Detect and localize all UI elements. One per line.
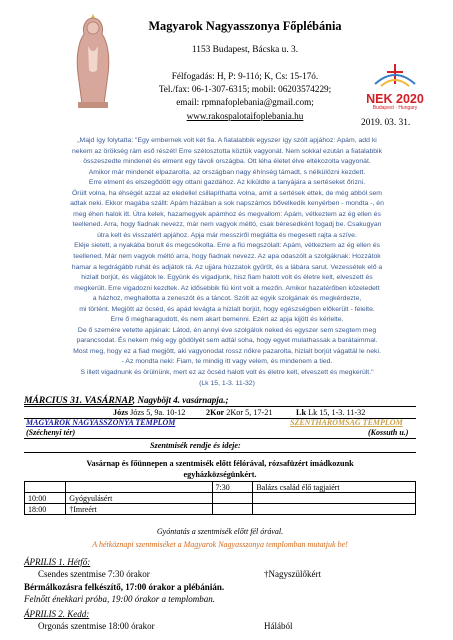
quote-line: megkerült. Erre vigadozni kezdtek. Az idősebbik fiú kint volt a mezőn. Amikor hazatérőben közeledett [74,284,380,292]
weekday-line [24,593,424,605]
quote-line: Örült volna, ha éhségét azzal az eledellel csillapíthatta volna, amit a sertések ettek, de még abból sem [71,189,383,197]
quote-line: hamar a legdrágább ruhát és adjátok rá. Az ujjára húzzatok gyűrűt, és a lábára sarut. Vezessétek elő a [71,263,383,271]
mass-row [25,493,416,504]
quote-line: összeszedte mindenét és elment egy távoli országba. Ott léha életet élve eltékozolta vagyonát. [83,158,371,166]
quote-line: Amikor már mindenét elpazarolta, az országban nagy éhínség támadt, s nélkülözni kezdett. [88,168,366,176]
quote-line: Erre elment és elszegődött egy ottani gazdához. Az kiküldte a tanyájára a sertéseket őrizni. [88,179,366,187]
weekday-heading: ÁPRILIS 1. Hétfő: [24,557,91,567]
quote-line: teellened. Már nem vagyok méltó arra, hogy fiadnak nevezz. Az apa odaszólt a szolgáknak: Hozzátok [73,253,381,261]
mass-time: 18:00 [25,504,66,515]
reading-2: 2Kor 2Kor 5, 17-21 [206,408,273,417]
quote-line: Erre ő megharagudott, és nem akart bemenni. Ezért az apja kijött és kérlelte. [110,316,344,324]
quote-line: - Az mondta neki: Fiam, te mindig itt vagy velem, és mindenem a tied. [121,358,333,366]
weekday-heading: ÁPRILIS 2. Kedd: [24,609,90,620]
weekday-line [24,581,424,593]
mass-intention: †Imreért [66,504,212,515]
mass-intention: Gyógyulásért [66,493,212,504]
quote-line: meg éhen halok itt. Útra kelek, hazamegyek apámhoz és megvallom: Apám, vétkeztem az ég ellen és [73,210,381,218]
reading-2-ref: 2Kor 5, 17-21 [226,408,273,417]
mass-time2 [212,493,253,504]
gospel-quote [22,136,432,389]
quote-line: a házhoz, meghallotta a zeneszót és a táncot. Szólt az egyik szolgának és megkérdezte, [92,295,362,303]
email-address: email: rpmnafoplebania@gmail.com; [176,97,314,107]
nek-title: NEK 2020 [366,92,424,106]
weekday-line [24,620,424,632]
weekday-intention: †Nagyszülőkért [264,569,321,580]
divider [24,452,416,453]
reading-1-ref: Józs 5, 9a. 10-12 [130,408,186,417]
quote-line: De ő szemére vetette apjának: Látod, én annyi éve szolgálok neked és egyszer sem szegtem meg [77,326,377,334]
mass-time2: 7:30 [212,482,253,493]
quote-line: parancsodat. És nekem még egy gödölyét sem adtál soha, hogy egyet mulathassak a barátaimmal. [76,337,378,345]
quote-line: útra kelt és visszatért apjához. Apja már messziről meglátta és megesett rajta a szíve. [97,231,357,239]
schedule-note-line-1: Vasárnap és főünnepen a szentmisék előtt félórával, rózsafüzért imádkozunk [86,459,354,468]
mass-time2 [212,504,253,515]
nek-subtitle: Budapest · Hungary [372,105,418,111]
church-place-right: (Kossuth u.) [368,428,409,437]
sunday-heading-block: MÁRCIUS 31. VASÁRNAP, Nagyböjt 4. vasárnapja.; [24,395,229,406]
weekday-intention: Hálából [264,621,293,632]
parish-logo [64,12,122,112]
quote-line: nekem az örökség rám eső részét! Erre szétosztotta köztük vagyonát. Nem sokkal ezután a fiatalabbik [71,147,383,155]
divider [24,406,416,407]
divider [24,438,416,439]
mass-schedule-table [24,481,416,515]
mass-time: 10:00 [25,493,66,504]
nek-emblem-icon [365,62,425,88]
mass-intention2: Balázs család élő tagjaiért [253,482,416,493]
weekday-schedule [24,556,424,636]
website-link[interactable]: www.rakospalotaifoplebania.hu [186,111,304,121]
quote-line: S illett vigadnunk és örülnünk, mert ez az öcséd halott volt és életre kelt, elveszett és megkerült." [80,369,374,377]
sunday-subheading: Nagyböjt 4. vasárnapja.; [137,395,229,405]
office-hours: Félfogadás: H, P: 9-11ó; K, Cs: 15-17ó. [171,71,319,81]
reading-1: Józs Józs 5, 9a. 10-12 [113,408,186,417]
quote-line: adtak neki. Ekkor magába szállt: Apám házában a sok napszámos bővelkedik kenyérben - mondta -, én [70,200,384,208]
nek-2020-logo [365,62,425,112]
weekday-line-text: Csendes szentmise 7:30 órakor [38,569,150,580]
mass-time [25,482,66,493]
rosary-schedule-note [24,458,416,480]
quote-line: Most meg, hogy ez a fiad megjött, aki vagyonodat rossz nőkre pazarolta, hizlalt borjút vágattál le neki. [73,347,381,355]
parish-title: Magyarok Nagyasszonya Főplébánia [148,19,342,33]
weekday-line-text: Orgonás szentmise 18:00 órakor [38,621,155,632]
quote-line: „Majd így folytatta: "Egy embernek volt két fia. A fiatalabbik egyszer így szólt apjához: Apám, add ki [77,137,377,144]
parish-address: 1153 Budapest, Bácska u. 3. [191,45,299,55]
sunday-heading: MÁRCIUS 31. VASÁRNAP [24,395,133,406]
mass-row [25,482,416,493]
mass-intention [66,482,212,493]
church-place-left: (Széchenyi tér) [26,428,76,437]
reading-3-ref: Lk 15, 1-3. 11-32 [308,408,366,417]
quote-line: teellened. Arra, hogy fiadnak nevezz, már nem vagyok méltó, csak béresedként fogadj be. Csakugyan [72,221,382,229]
church-name-right: SZENTHÁROMSÁG TEMPLOM [290,418,403,427]
weekday-masses-note: A hétköznapi szentmiséket a Magyarok Nagyasszonya templomban mutatjuk be! [92,540,348,549]
quote-line: (Lk 15, 1-3. 11-32) [199,379,255,387]
mass-row [25,504,416,515]
mass-intention2 [253,493,416,504]
mass-intention2 [253,504,416,515]
weekday-line-text: Bérmálkozásra felkészítő, 17:00 órakor a plébánián. [24,581,225,592]
confession-note: Gyóntatás a szentmisék előtt fél órával. [156,527,284,536]
schedule-title: Szentmisék rendje és ideje: [150,441,241,450]
quote-line: hizlalt borjút, és vágjátok le. Együnk és vigadjunk, hisz fiam halott volt és életre kelt, elveszett és [81,274,373,282]
phone-numbers: Tel./fax: 06-1-307-6315; mobil: 06203574229; [158,84,332,94]
bulletin-date: 2019. 03. 31. [361,118,411,128]
quote-line: Eléje sietett, a nyakába borult és megcsókolta. Erre a fiú megszólalt: Apám, vétkeztem az ég ellen és [74,242,380,250]
reading-3: Lk Lk 15, 1-3. 11-32 [296,408,366,417]
quote-line: mi történt. Megjött az öcséd, és apád levágta a hizlalt borjút, hogy egészségben előkerült - felelte. [79,305,375,313]
schedule-note-line-2: egyházközségünkért. [183,470,257,479]
weekday-line [24,568,424,580]
weekday-line-text: Felnőtt énekkari próba, 19:00 órakor a templomban. [24,593,215,604]
church-name-left: MAGYAROK NAGYASSZONYA TEMPLOM [26,418,176,427]
